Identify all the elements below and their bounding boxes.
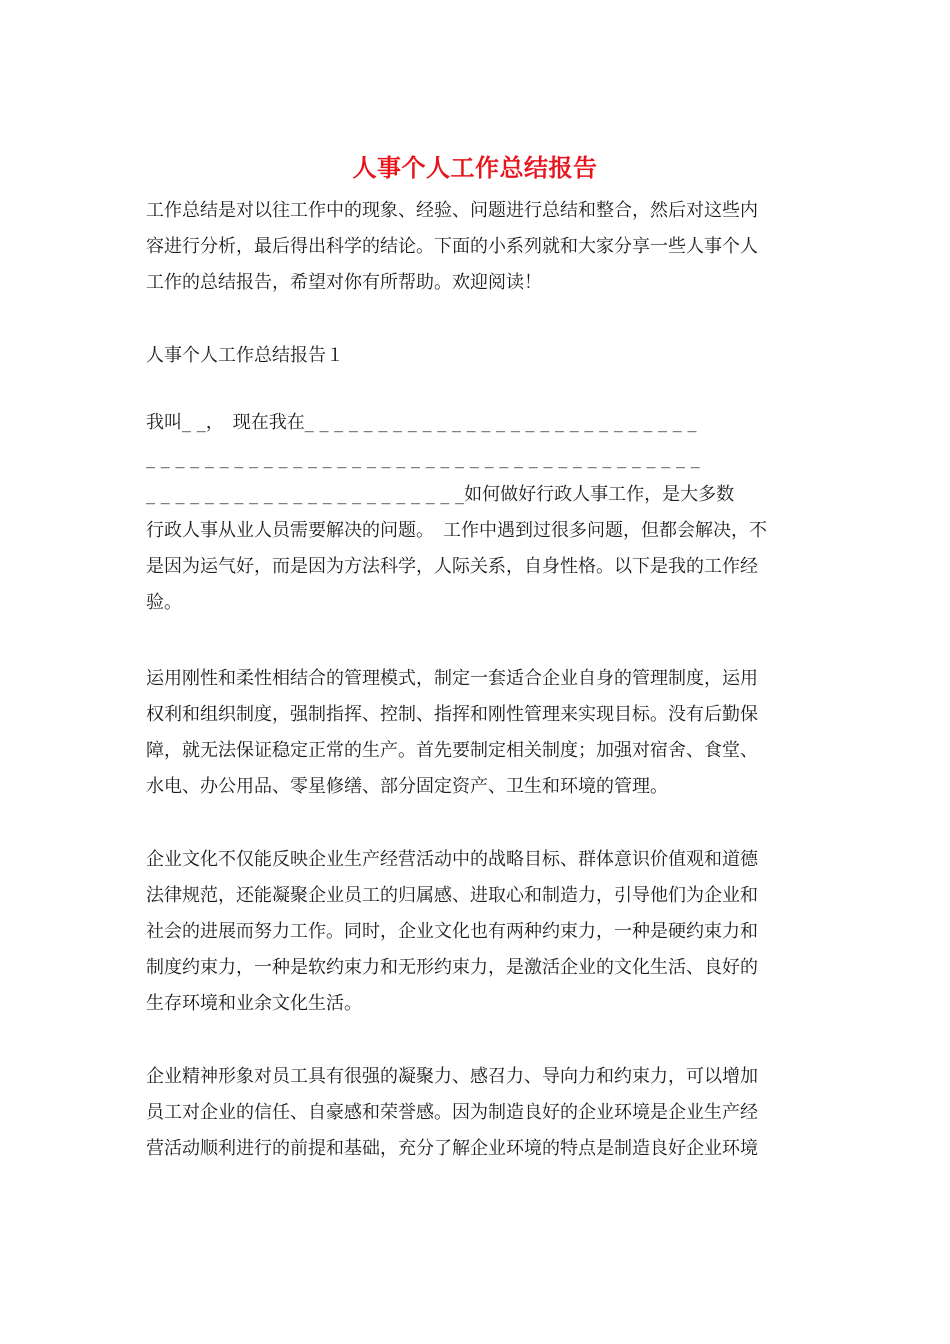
paragraph-line: 是因为运气好，而是因为方法科学，人际关系，自身性格。以下是我的工作经 (146, 556, 758, 577)
paragraph-1 (146, 405, 808, 621)
section-heading (146, 338, 808, 374)
paragraph-line: _ _ _ _ _ _ _ _ _ _ _ _ _ _ _ _ _ _ _ _ _ _如何做好行政人事工作，是大多数 (146, 484, 735, 505)
paragraph-line: 营活动顺利进行的前提和基础，充分了解企业环境的特点是制造良好企业环境 (146, 1138, 758, 1159)
paragraph-line: 企业文化不仅能反映企业生产经营活动中的战略目标、群体意识价值观和道德 (146, 849, 758, 870)
paragraph-line: 水电、办公用品、零星修缮、部分固定资产、卫生和环境的管理。 (146, 776, 668, 797)
paragraph-line: 员工对企业的信任、自豪感和荣誉感。因为制造良好的企业环境是企业生产经 (146, 1102, 758, 1123)
paragraph-line: 社会的进展而努力工作。同时，企业文化也有两种约束力，一种是硬约束力和 (146, 921, 758, 942)
intro-line: 工作总结是对以往工作中的现象、经验、问题进行总结和整合，然后对这些内 (146, 200, 758, 221)
paragraph-line: 企业精神形象对员工具有很强的凝聚力、感召力、导向力和约束力，可以增加 (146, 1066, 758, 1087)
intro-paragraph (146, 193, 808, 301)
paragraph-line: 行政人事从业人员需要解决的问题。 工作中遇到过很多问题，但都会解决，不 (146, 520, 767, 541)
paragraph-line: 生存环境和业余文化生活。 (146, 993, 362, 1014)
paragraph-line: 法律规范，还能凝聚企业员工的归属感、进取心和制造力，引导他们为企业和 (146, 885, 758, 906)
section-heading-text: 人事个人工作总结报告１ (146, 345, 344, 366)
paragraph-line: 我叫_ _， 现在我在_ _ _ _ _ _ _ _ _ _ _ _ _ _ _ _ _ _ _ _ _ _ _ _ _ _ _ (146, 412, 697, 433)
paragraph-3 (146, 842, 808, 1022)
intro-line: 容进行分析，最后得出科学的结论。下面的小系列就和大家分享一些人事个人 (146, 236, 758, 257)
paragraph-line: _ _ _ _ _ _ _ _ _ _ _ _ _ _ _ _ _ _ _ _ _ _ _ _ _ _ _ _ _ _ _ _ _ _ _ _ _ _ (146, 448, 700, 469)
intro-line: 工作的总结报告，希望对你有所帮助。欢迎阅读！ (146, 272, 542, 293)
paragraph-4 (146, 1059, 808, 1167)
paragraph-line: 验。 (146, 592, 182, 613)
paragraph-line: 运用刚性和柔性相结合的管理模式，制定一套适合企业自身的管理制度，运用 (146, 668, 758, 689)
paragraph-2 (146, 661, 808, 805)
paragraph-line: 权利和组织制度，强制指挥、控制、指挥和刚性管理来实现目标。没有后勤保 (146, 704, 758, 725)
paragraph-line: 障，就无法保证稳定正常的生产。首先要制定相关制度；加强对宿舍、食堂、 (146, 740, 758, 761)
paragraph-line: 制度约束力，一种是软约束力和无形约束力，是激活企业的文化生活、良好的 (146, 957, 758, 978)
document-title: 人事个人工作总结报告 (352, 153, 598, 182)
